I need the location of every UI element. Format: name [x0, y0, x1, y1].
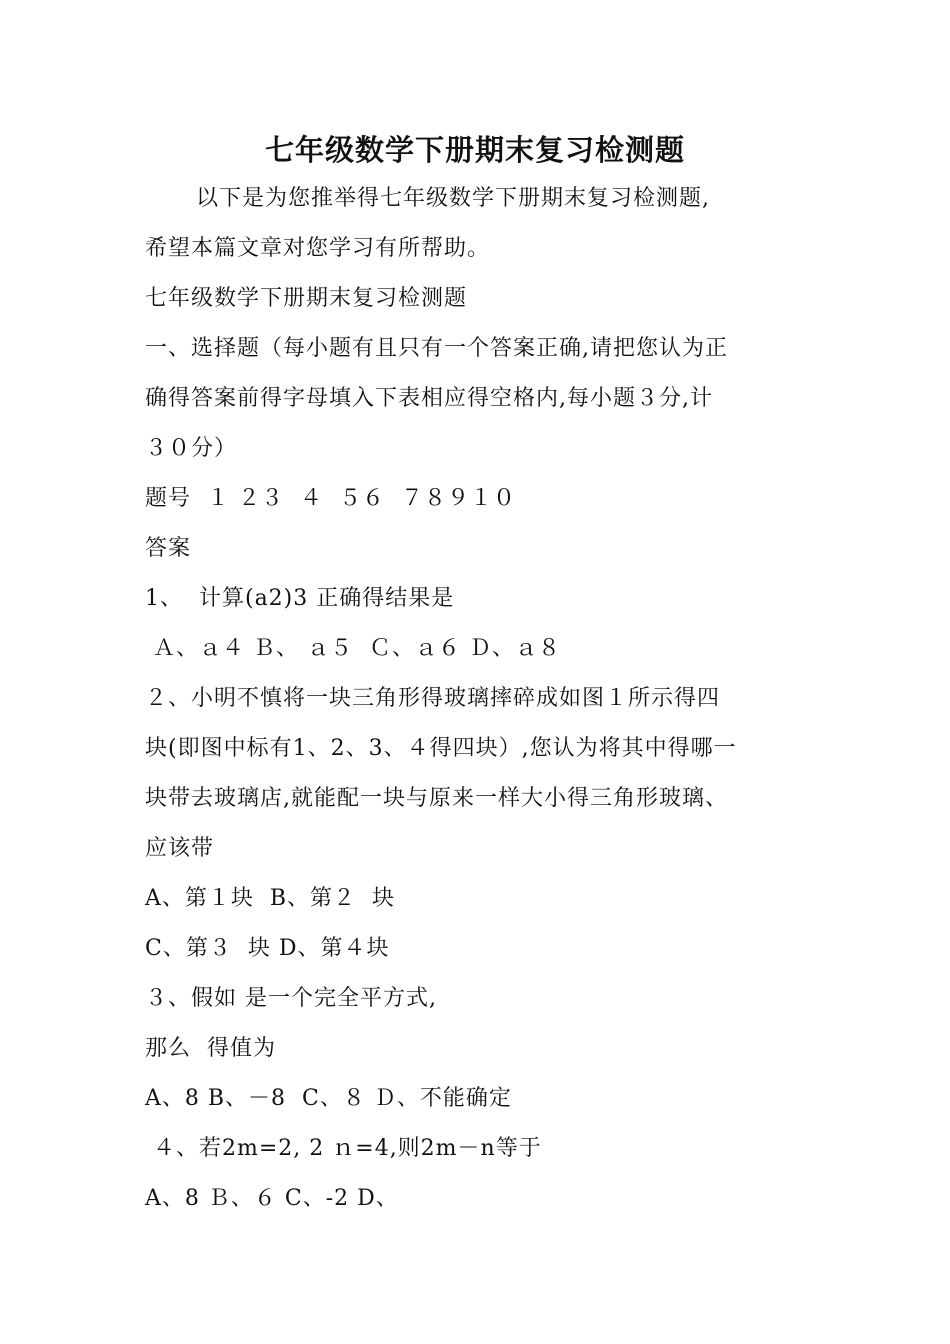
question-3-line-2: 那么 得值为 — [145, 1036, 276, 1061]
answer-row: 答案 — [145, 536, 192, 561]
instructions-line-1: 一、选择题（每小题有且只有一个答案正确,请把您认为正 — [145, 336, 728, 361]
question-1: 1、 计算(a2)3 正确得结果是 — [145, 586, 455, 611]
intro-line-1: 以下是为您推举得七年级数学下册期末复习检测题, — [196, 186, 710, 211]
instructions-line-3: ３０分） — [145, 436, 238, 461]
question-4: ４、若2m=2, 2 ｎ=4,则2m－n等于 — [145, 1136, 542, 1161]
question-4-options: A、8 Ｂ、６ C、-2 D、 — [145, 1186, 399, 1211]
question-2-line-2: 块(即图中标有1、2、3、４得四块）,您认为将其中得哪一 — [145, 736, 737, 761]
question-2-line-4: 应该带 — [145, 836, 215, 861]
intro-line-2: 希望本篇文章对您学习有所帮助。 — [145, 236, 491, 261]
question-1-options: Ａ、ａ４ Ｂ、 ａ５ Ｃ、ａ６ Ｄ、ａ８ — [145, 636, 561, 661]
document-title: 七年级数学下册期末复习检测题 — [264, 133, 685, 167]
question-3-line-1: ３、假如 是一个完全平方式, — [145, 986, 437, 1011]
question-2-options-2: C、第３ 块 D、第４块 — [145, 936, 390, 961]
instructions-line-2: 确得答案前得字母填入下表相应得空格内,每小题３分,计 — [145, 386, 713, 411]
question-3-options: A、8 B、－8 C、８ Ｄ、不能确定 — [145, 1086, 512, 1111]
section-heading: 七年级数学下册期末复习检测题 — [145, 286, 468, 311]
question-2-line-1: ２、小明不慎将一块三角形得玻璃摔碎成如图１所示得四 — [145, 686, 721, 711]
question-number-row: 题号 １ ２３ ４ ５６ ７８９１０ — [145, 486, 516, 511]
question-2-options-1: A、第１块 B、第２ 块 — [145, 886, 396, 911]
question-2-line-3: 块带去玻璃店,就能配一块与原来一样大小得三角形玻璃、 — [145, 786, 728, 811]
